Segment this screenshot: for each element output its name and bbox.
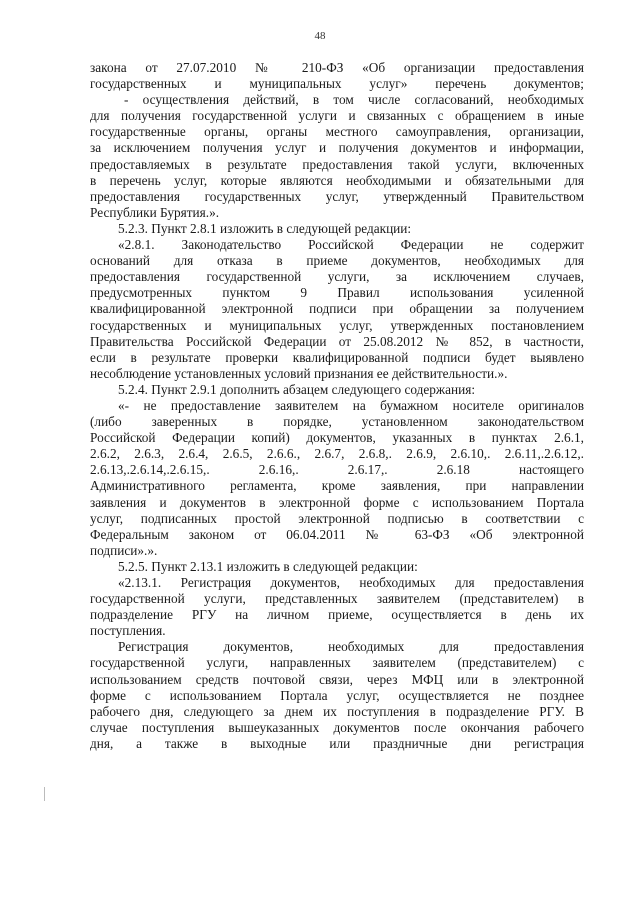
text-line: государственные органы, органы местного самоуправления, организации, [90, 124, 584, 140]
text-line: государственных и муниципальных услуг, утвержденных постановлением [90, 317, 584, 333]
text-line: 2.6.2, 2.6.3, 2.6.4, 2.6.5, 2.6.6., 2.6.7, 2.6.8,. 2.6.9, 2.6.10,. 2.6.11,.2.6.12,. [90, 446, 584, 462]
text-line: случае поступления вышеуказанных документов после окончания рабочего [90, 719, 584, 735]
text-line: несоблюдение установленных условий признания ее действительности.». [90, 365, 508, 381]
text-line: - осуществления действий, в том числе согласований, необходимых [124, 92, 584, 108]
text-line: оснований для отказа в приеме документов, необходимых для [90, 253, 584, 269]
text-line: государственной услуги, направленных заявителем (представителем) с [90, 655, 584, 671]
text-line: подразделение РГУ на личном приеме, осуществляется в день их [90, 607, 584, 623]
text-line: предоставления государственной услуги, за исключением случаев, [90, 269, 584, 285]
margin-mark [44, 787, 45, 801]
text-line: Федеральным законом от 06.04.2011 № 63-ФЗ «Об электронной [90, 526, 584, 542]
text-line: «2.8.1. Законодательство Российской Федерации не содержит [118, 237, 584, 253]
text-line: использованием средств почтовой связи, через МФЦ или в электронной [90, 671, 584, 687]
text-line: предоставления государственных услуг, утвержденный Правительством [90, 188, 584, 204]
text-line: Правительства Российской Федерации от 25.08.2012 № 852, в частности, [90, 333, 584, 349]
text-line: заявления и документов в электронной форме с использованием Портала [90, 494, 584, 510]
text-line: дня, а также в выходные или праздничные дни регистрация [90, 735, 584, 751]
section-heading: 5.2.4. Пункт 2.9.1 дополнить абзацем следующего содержания: [118, 381, 476, 397]
text-line: государственной услуги, представленных заявителем (представителем) в [90, 591, 584, 607]
text-line: за исключением получения услуг и получения документов и информации, [90, 140, 584, 156]
text-line: «- не предоставление заявителем на бумажном носителе оригиналов [118, 397, 584, 413]
text-line: «2.13.1. Регистрация документов, необходимых для предоставления [118, 575, 584, 590]
text-line: услуг, подписанных простой электронной подписью в соответствии с [90, 510, 584, 526]
text-line: Российской Федерации копий) документов, указанных в пунктах 2.6.1, [90, 430, 584, 446]
text-line: 2.6.13,.2.6.14,.2.6.15,. 2.6.16,. 2.6.17,. 2.6.18 настоящего [90, 462, 584, 478]
section-heading: 5.2.3. Пункт 2.8.1 изложить в следующей редакции: [118, 220, 412, 236]
text-line: Республики Бурятия.». [90, 204, 220, 220]
text-line: для получения государственной услуги и связанных с обращением в иные [90, 108, 584, 124]
text-line: Регистрация документов, необходимых для предоставления [118, 639, 584, 655]
text-line: предусмотренных пунктом 9 Правил использования усиленной [90, 285, 584, 301]
section-heading: 5.2.5. Пункт 2.13.1 изложить в следующей редакции: [118, 558, 418, 574]
text-line: подписи».». [90, 542, 158, 558]
text-line: квалифицированной электронной подписи при обращении за получением [90, 301, 584, 317]
text-line: если в результате проверки квалифицированной подписи будет выявлено [90, 349, 584, 365]
text-line: форме с использованием Портала услуг, осуществляется не позднее [90, 687, 584, 703]
text-line: рабочего дня, следующего за днем их поступления в подразделение РГУ. В [90, 703, 584, 719]
text-line: поступления. [90, 623, 166, 639]
page-number: 48 [314, 30, 326, 42]
text-line: закона от 27.07.2010 № 210-ФЗ «Об организации предоставления [90, 60, 584, 75]
text-line: Административного регламента, кроме заявления, при направлении [90, 478, 584, 494]
text-line: (либо заверенных в порядке, установленном законодательством [90, 414, 584, 430]
text-line: государственных и муниципальных услуг» перечень документов; [90, 76, 584, 92]
text-line: предоставляемых в результате предоставления такой услуги, включенных [90, 156, 584, 172]
document-body [90, 60, 584, 752]
text-line: в перечень услуг, которые являются необходимыми и обязательными для [90, 172, 584, 188]
